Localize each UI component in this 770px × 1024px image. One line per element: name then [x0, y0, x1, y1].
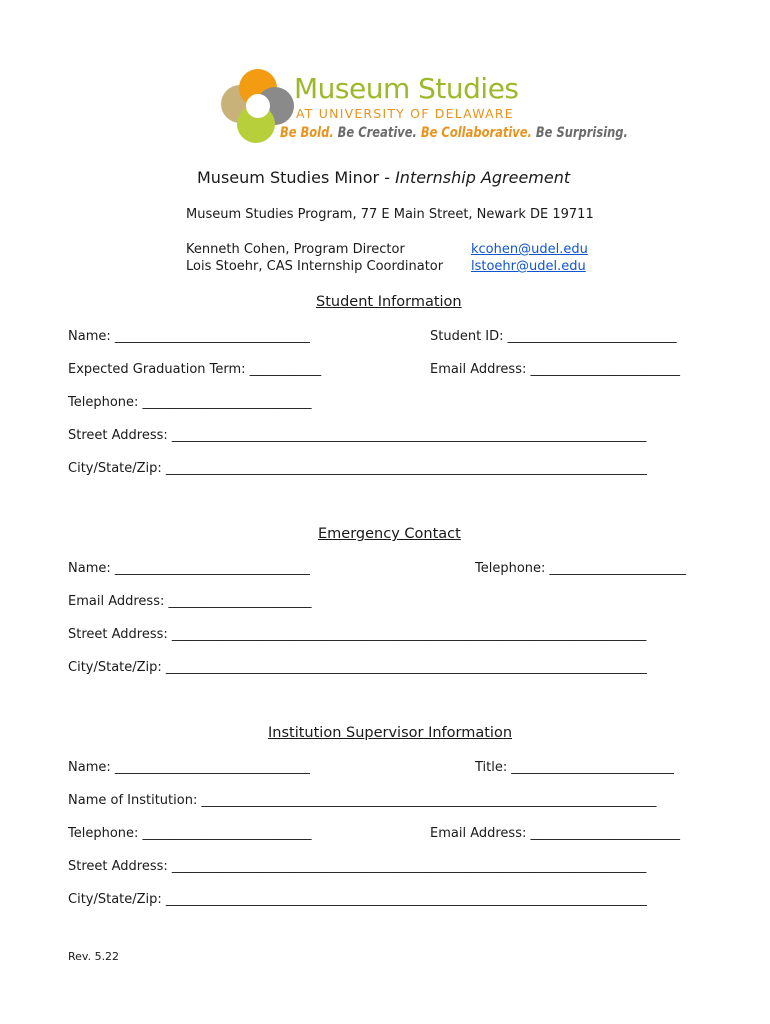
section-heading-student: Student Information	[316, 294, 462, 310]
emergency-telephone-field[interactable]: Telephone: _____________________	[475, 561, 687, 576]
tagline-part: Be Bold.	[280, 125, 334, 141]
institution-name-field[interactable]: Name of Institution: ______________________________________________________________________	[68, 793, 657, 808]
emergency-street-field[interactable]: Street Address: _________________________________________________________________________	[68, 627, 647, 642]
section-heading-supervisor: Institution Supervisor Information	[268, 725, 513, 741]
contact-email-link[interactable]: lstoehr@udel.edu	[471, 259, 586, 274]
graduation-term-field[interactable]: Expected Graduation Term: ___________	[68, 362, 322, 377]
student-telephone-field[interactable]: Telephone: __________________________	[68, 395, 312, 410]
logo-title: Museum Studies	[294, 72, 519, 105]
emergency-city-field[interactable]: City/State/Zip: __________________________________________________________________________	[68, 660, 647, 675]
document-title	[197, 168, 570, 187]
supervisor-telephone-field[interactable]: Telephone: __________________________	[68, 826, 312, 841]
tagline-part: Be Creative.	[333, 125, 417, 141]
student-street-field[interactable]: Street Address: _________________________________________________________________________	[68, 428, 647, 443]
supervisor-email-field[interactable]: Email Address: _______________________	[430, 826, 680, 841]
student-name-field[interactable]: Name: ______________________________	[68, 329, 310, 344]
title-italic: Internship Agreement	[395, 168, 571, 187]
student-email-field[interactable]: Email Address: _______________________	[430, 362, 680, 377]
emergency-name-field[interactable]: Name: ______________________________	[68, 561, 310, 576]
supervisor-name-field[interactable]: Name: ______________________________	[68, 760, 310, 775]
student-id-field[interactable]: Student ID: __________________________	[430, 329, 677, 344]
tagline-part: Be Surprising.	[531, 125, 628, 141]
supervisor-city-field[interactable]: City/State/Zip: __________________________________________________________________________	[68, 892, 647, 907]
museum-studies-logo	[218, 68, 628, 154]
logo-subtitle: AT UNIVERSITY OF DELAWARE	[296, 106, 514, 121]
logo-tagline	[280, 125, 628, 141]
title-main: Museum Studies Minor -	[197, 168, 396, 187]
student-city-field[interactable]: City/State/Zip: __________________________________________________________________________	[68, 461, 647, 476]
tagline-part: Be Collaborative.	[416, 125, 532, 141]
contact-email-link[interactable]: kcohen@udel.edu	[471, 242, 588, 257]
emergency-email-field[interactable]: Email Address: ______________________	[68, 594, 312, 609]
section-heading-emergency: Emergency Contact	[318, 526, 461, 542]
contact-name: Lois Stoehr, CAS Internship Coordinator	[186, 259, 444, 274]
supervisor-title-field[interactable]: Title: _________________________	[475, 760, 674, 775]
program-address: Museum Studies Program, 77 E Main Street, Newark DE 19711	[186, 207, 594, 222]
supervisor-street-field[interactable]: Street Address: _________________________________________________________________________	[68, 859, 647, 874]
revision-label: Rev. 5.22	[68, 950, 120, 963]
contact-name: Kenneth Cohen, Program Director	[186, 242, 405, 257]
